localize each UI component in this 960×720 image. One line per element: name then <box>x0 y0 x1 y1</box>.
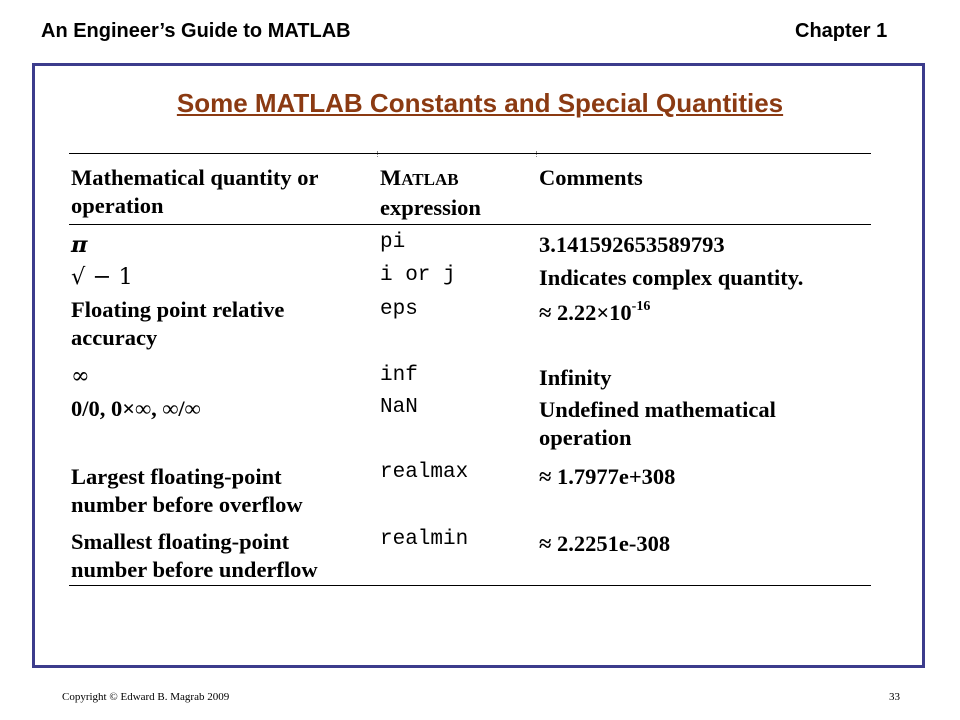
table-row-expression: eps <box>380 298 418 321</box>
table-row-expression: i or j <box>380 264 456 287</box>
table-row-expression: NaN <box>380 396 418 419</box>
table-row-expression: inf <box>380 364 418 387</box>
table-row-expression: realmin <box>380 528 469 551</box>
footer-page-number: 33 <box>889 691 900 703</box>
table-row-comment: Indicates complex quantity. <box>539 265 804 290</box>
table-top-rule <box>69 153 871 154</box>
table-row-quantity: π <box>71 232 88 258</box>
table-row-expression: realmax <box>380 461 469 484</box>
table-row-comment: ≈ 1.7977e+308 <box>539 464 676 489</box>
table-row-quantity: √ − 1 <box>71 264 133 290</box>
table-row-quantity: Smallest floating-point number before underflow <box>71 529 318 582</box>
table-row-quantity: ∞ <box>71 363 90 389</box>
column-divider <box>377 151 378 157</box>
header-chapter: Chapter 1 <box>795 20 888 42</box>
table-row-comment: ≈ $2.22\times 10^{-16}$ <box>539 299 651 325</box>
table-row-comment: ≈ 2.2251e-308 <box>539 531 671 556</box>
table-row-comment: Infinity <box>539 365 612 390</box>
table-row-quantity: Largest floating-point number before overflow <box>71 464 303 517</box>
footer-copyright: Copyright © Edward B. Magrab 2009 <box>62 691 230 703</box>
table-row-comment: 3.141592653589793 <box>539 232 725 257</box>
table-row-quantity: Floating point relative accuracy <box>71 297 285 350</box>
table-row-quantity: 0/0, 0×∞, ∞/∞ <box>71 396 201 421</box>
table-header-expression: MATLAB expression <box>380 165 481 220</box>
column-divider <box>536 151 537 157</box>
table-header-comments: Comments <box>539 165 643 190</box>
header-book-title: An Engineer’s Guide to MATLAB <box>41 20 351 42</box>
table-header-quantity: Mathematical quantity or operation <box>71 165 319 218</box>
table-bottom-rule <box>69 585 871 586</box>
table-row-comment: Undefined mathematical operation <box>539 397 776 450</box>
table-header-rule <box>69 224 871 225</box>
slide-title: Some MATLAB Constants and Special Quantities <box>176 88 784 118</box>
table-row-expression: pi <box>380 231 406 254</box>
